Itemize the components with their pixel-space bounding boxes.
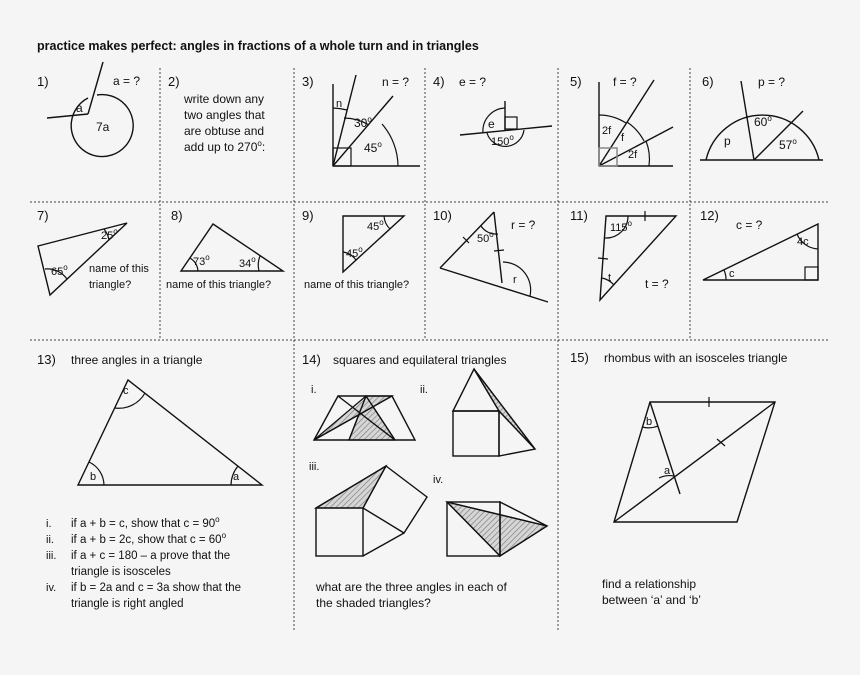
question-text-line: what are the three angles in each of xyxy=(316,580,507,594)
angle-label-150: 150 xyxy=(491,136,510,148)
question-number: 2) xyxy=(168,74,180,89)
angle-arc xyxy=(724,270,726,280)
svg-text:50o xyxy=(477,230,494,245)
question-number: 8) xyxy=(171,208,183,223)
degree-sign: o xyxy=(358,245,363,254)
straight-line xyxy=(460,126,552,135)
question-text-line: triangle? xyxy=(89,279,132,291)
equal-side-tick xyxy=(598,258,608,259)
svg-text:45o xyxy=(364,140,382,155)
section-heading: three angles in a triangle xyxy=(71,353,203,367)
svg-text:57o xyxy=(779,137,797,152)
page-title: practice makes perfect: angles in fractions of a whole turn and in triangles xyxy=(37,39,479,53)
question-text-line: find a relationship xyxy=(602,577,697,591)
question-prompt: t = ? xyxy=(645,277,669,291)
question-10 xyxy=(433,208,548,302)
angle-arc xyxy=(599,115,626,123)
list-marker: i. xyxy=(46,518,52,530)
question-6 xyxy=(700,74,823,160)
question-prompt: e = ? xyxy=(459,75,487,89)
question-8 xyxy=(166,208,283,291)
angle-label-65: 65 xyxy=(51,266,64,278)
question-number: 7) xyxy=(37,208,49,223)
question-14 xyxy=(302,352,547,610)
question-text-line: add up to 270 xyxy=(184,140,258,154)
question-text-line: between ‘a’ and ‘b’ xyxy=(602,593,701,607)
angle-label-45: 45 xyxy=(364,141,378,155)
angle-arc xyxy=(646,141,649,166)
angle-label-t: t xyxy=(608,272,612,284)
svg-text:if a + b = c, show that c = 90 xyxy=(71,515,220,530)
question-number: 11) xyxy=(570,208,588,223)
svg-text:60o xyxy=(754,114,772,129)
degree-sign: o xyxy=(215,515,220,524)
triangle-side xyxy=(494,212,502,283)
question-number: 1) xyxy=(37,74,49,89)
angle-label-n: n xyxy=(336,98,343,110)
question-15 xyxy=(570,350,788,607)
angle-label-45: 45 xyxy=(346,248,359,260)
angle-label-2f: 2f xyxy=(602,125,612,137)
question-text-line: the shaded triangles? xyxy=(316,596,431,610)
figure-i xyxy=(314,396,415,440)
question-text-line: name of this triangle? xyxy=(304,279,410,291)
question-2 xyxy=(168,74,265,154)
question-prompt: f = ? xyxy=(613,75,637,89)
angle-label-c: c xyxy=(729,268,735,280)
angle-label-p: p xyxy=(724,134,731,148)
question-3 xyxy=(302,74,420,166)
right-angle-mark xyxy=(805,267,818,280)
question-number: 12) xyxy=(700,208,719,223)
angle-label-7a: 7a xyxy=(96,120,110,134)
right-angle-mark xyxy=(505,117,517,129)
figure-label: iii. xyxy=(309,461,320,473)
triangle xyxy=(703,224,818,280)
question-prompt: c = ? xyxy=(736,218,763,232)
angle-label-e: e xyxy=(488,117,495,131)
svg-text:45o xyxy=(346,245,363,260)
question-number: 4) xyxy=(433,74,445,89)
degree-sign: o xyxy=(377,140,382,149)
question-text-line: write down any xyxy=(184,92,265,106)
svg-text:73o xyxy=(193,253,210,268)
degree-sign: o xyxy=(113,227,118,236)
question-number: 3) xyxy=(302,74,314,89)
section-heading: rhombus with an isosceles triangle xyxy=(604,351,788,365)
degree-sign: o xyxy=(379,218,384,227)
angle-label-b: b xyxy=(90,471,97,483)
angle-label-2f: 2f xyxy=(628,149,638,161)
angle-label-r: r xyxy=(513,274,517,286)
ray-line xyxy=(741,81,754,160)
question-13 xyxy=(37,352,262,610)
svg-text:115o xyxy=(610,219,633,234)
question-text-line: name of this xyxy=(89,263,149,275)
question-prompt: p = ? xyxy=(758,75,786,89)
ray-line xyxy=(599,80,654,166)
list-item-continuation: triangle is right angled xyxy=(71,598,184,610)
list-item: if b = 2a and c = 3a show that the xyxy=(71,582,242,594)
angle-label-c: c xyxy=(123,385,129,397)
question-number: 10) xyxy=(433,208,452,223)
shaded-triangle xyxy=(447,502,547,556)
angle-label-115: 115 xyxy=(610,222,628,234)
degree-sign: o xyxy=(221,531,227,540)
angle-label-30: 30 xyxy=(354,116,368,130)
angle-arc xyxy=(627,122,644,141)
angle-label-a: a xyxy=(664,465,671,477)
square xyxy=(316,508,363,556)
degree-sign: o xyxy=(251,255,256,264)
figure-iv xyxy=(447,502,547,556)
list-marker: iv. xyxy=(46,582,57,594)
degree-sign: o xyxy=(489,230,494,239)
figure-label: ii. xyxy=(420,384,428,396)
list-item-continuation: triangle is isosceles xyxy=(71,566,171,578)
question-prompt: a = ? xyxy=(113,74,141,88)
equilateral-triangle xyxy=(453,369,499,411)
svg-text:if a + b = 2c, show that c = 6 xyxy=(71,531,227,546)
ray-line xyxy=(88,62,103,114)
question-text-line: name of this triangle? xyxy=(166,279,272,291)
figure-label: i. xyxy=(311,384,317,396)
question-number: 9) xyxy=(302,208,314,223)
degree-sign: o xyxy=(792,137,797,146)
question-7 xyxy=(37,208,149,295)
question-9 xyxy=(302,208,409,291)
angle-arc xyxy=(115,393,145,408)
question-prompt: n = ? xyxy=(382,75,410,89)
question-number: 5) xyxy=(570,74,582,89)
equal-side-tick xyxy=(494,250,504,251)
triangle xyxy=(78,380,262,485)
question-12 xyxy=(700,208,818,280)
angle-label-25: 25 xyxy=(101,230,114,242)
angle-label-4c: 4c xyxy=(797,236,809,248)
figure-label: iv. xyxy=(433,474,444,486)
question-number: 15) xyxy=(570,350,589,365)
angle-label-b: b xyxy=(646,416,653,428)
angle-label-45: 45 xyxy=(367,221,380,233)
angle-label-60: 60 xyxy=(754,115,768,129)
question-5 xyxy=(570,74,673,166)
question-11 xyxy=(570,208,676,300)
list-item: if a + c = 180 – a prove that the xyxy=(71,550,231,562)
angle-label-57: 57 xyxy=(779,138,793,152)
svg-text:65o xyxy=(51,263,68,278)
figure-iii xyxy=(316,466,427,556)
triangle-side xyxy=(650,402,680,494)
question-number: 6) xyxy=(702,74,714,89)
angle-label-34: 34 xyxy=(239,258,252,270)
angle-label-a: a xyxy=(233,471,240,483)
degree-sign: o xyxy=(627,219,632,228)
angle-label-a: a xyxy=(76,101,83,115)
angle-arc xyxy=(384,216,390,229)
degree-sign: o xyxy=(257,139,262,148)
question-number: 14) xyxy=(302,352,321,367)
angle-label-f: f xyxy=(621,132,625,144)
list-item: if a + b = c, show that c = 90 xyxy=(71,518,216,530)
degree-sign: o xyxy=(509,133,514,142)
svg-text:34o xyxy=(239,255,256,270)
question-4 xyxy=(433,74,552,148)
list-marker: ii. xyxy=(46,534,54,546)
angle-arc xyxy=(503,262,531,296)
angle-arc xyxy=(258,256,260,271)
figure-ii xyxy=(453,369,535,456)
svg-text:add up to 270o:: add up to 270$^o$: xyxy=(184,139,266,154)
question-text-line: are obtuse and xyxy=(184,124,265,138)
angle-label-73: 73 xyxy=(193,256,206,268)
degree-sign: o xyxy=(367,115,372,124)
angle-label-50: 50 xyxy=(477,233,490,245)
question-1 xyxy=(37,62,140,157)
list-item: if a + b = 2c, show that c = 60 xyxy=(71,534,222,546)
section-heading: squares and equilateral triangles xyxy=(333,353,507,367)
rhombus-diagonal xyxy=(614,402,775,522)
degree-sign: o xyxy=(205,253,210,262)
list-marker: iii. xyxy=(46,550,57,562)
question-text-line: two angles that xyxy=(184,108,265,122)
degree-sign: o xyxy=(63,263,68,272)
svg-text:30o xyxy=(354,115,372,130)
degree-sign: o xyxy=(767,114,772,123)
svg-text:45o xyxy=(367,218,384,233)
square xyxy=(453,411,499,456)
triangle-side-extended xyxy=(440,268,548,302)
angle-arc xyxy=(382,124,398,166)
question-number: 13) xyxy=(37,352,56,367)
question-prompt: r = ? xyxy=(511,218,536,232)
svg-text:25o xyxy=(101,227,118,242)
